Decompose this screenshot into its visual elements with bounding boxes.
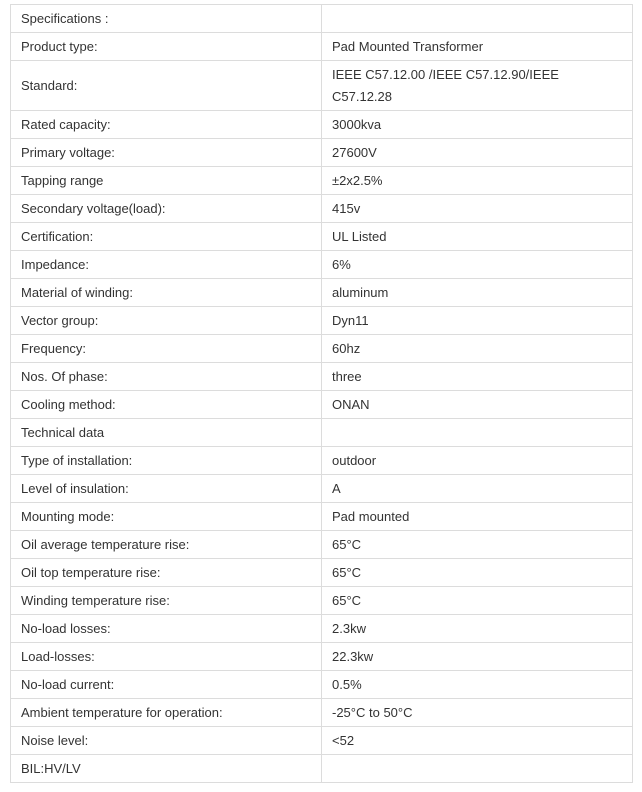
section-title: Technical data xyxy=(11,419,322,447)
row-label: Noise level: xyxy=(11,727,322,755)
table-row xyxy=(11,559,633,587)
row-label: Impedance: xyxy=(11,251,322,279)
row-label: Primary voltage: xyxy=(11,139,322,167)
row-value: A xyxy=(322,475,633,503)
table-row xyxy=(11,61,633,111)
row-label: Rated capacity: xyxy=(11,111,322,139)
table-row xyxy=(11,587,633,615)
row-value: 60hz xyxy=(322,335,633,363)
row-value: -25°C to 50°C xyxy=(322,699,633,727)
row-value: three xyxy=(322,363,633,391)
table-row xyxy=(11,279,633,307)
row-label: Vector group: xyxy=(11,307,322,335)
row-label: Load-losses: xyxy=(11,643,322,671)
row-label: BIL:HV/LV xyxy=(11,755,322,783)
row-value: UL Listed xyxy=(322,223,633,251)
row-value: <52 xyxy=(322,727,633,755)
row-value: 22.3kw xyxy=(322,643,633,671)
table-row xyxy=(11,111,633,139)
row-value: Pad mounted xyxy=(322,503,633,531)
row-value xyxy=(322,5,633,33)
row-value: 6% xyxy=(322,251,633,279)
table-row xyxy=(11,727,633,755)
section-header-row xyxy=(11,5,633,33)
table-row xyxy=(11,223,633,251)
table-row xyxy=(11,615,633,643)
row-label: Oil top temperature rise: xyxy=(11,559,322,587)
row-value: 415v xyxy=(322,195,633,223)
row-label: No-load current: xyxy=(11,671,322,699)
row-value xyxy=(322,755,633,783)
table-row xyxy=(11,643,633,671)
row-label: Type of installation: xyxy=(11,447,322,475)
table-row xyxy=(11,363,633,391)
row-value: ±2x2.5% xyxy=(322,167,633,195)
row-value: 3000kva xyxy=(322,111,633,139)
table-row xyxy=(11,195,633,223)
specifications-table-body xyxy=(11,5,633,783)
row-label: Winding temperature rise: xyxy=(11,587,322,615)
row-value: 65°C xyxy=(322,587,633,615)
table-row xyxy=(11,307,633,335)
table-row xyxy=(11,755,633,783)
table-row xyxy=(11,391,633,419)
table-row xyxy=(11,475,633,503)
table-row xyxy=(11,167,633,195)
row-value: 65°C xyxy=(322,531,633,559)
row-value xyxy=(322,419,633,447)
row-label: No-load losses: xyxy=(11,615,322,643)
row-value: 27600V xyxy=(322,139,633,167)
row-label: Tapping range xyxy=(11,167,322,195)
row-value: 2.3kw xyxy=(322,615,633,643)
table-row xyxy=(11,251,633,279)
row-value: 65°C xyxy=(322,559,633,587)
row-label: Frequency: xyxy=(11,335,322,363)
row-value: IEEE C57.12.00 /IEEE C57.12.90/IEEE C57.12.28 xyxy=(322,61,633,111)
row-label: Standard: xyxy=(11,61,322,111)
table-row xyxy=(11,447,633,475)
row-value: Pad Mounted Transformer xyxy=(322,33,633,61)
row-value: aluminum xyxy=(322,279,633,307)
section-title: Specifications : xyxy=(11,5,322,33)
table-row xyxy=(11,671,633,699)
table-row xyxy=(11,531,633,559)
row-label: Ambient temperature for operation: xyxy=(11,699,322,727)
table-row xyxy=(11,503,633,531)
table-row xyxy=(11,139,633,167)
row-label: Oil average temperature rise: xyxy=(11,531,322,559)
table-row xyxy=(11,33,633,61)
row-value: 0.5% xyxy=(322,671,633,699)
row-value: ONAN xyxy=(322,391,633,419)
table-row xyxy=(11,335,633,363)
row-label: Material of winding: xyxy=(11,279,322,307)
row-label: Mounting mode: xyxy=(11,503,322,531)
row-value: outdoor xyxy=(322,447,633,475)
section-header-row xyxy=(11,419,633,447)
row-label: Secondary voltage(load): xyxy=(11,195,322,223)
row-label: Level of insulation: xyxy=(11,475,322,503)
row-label: Product type: xyxy=(11,33,322,61)
specifications-table xyxy=(10,4,633,783)
row-label: Cooling method: xyxy=(11,391,322,419)
table-row xyxy=(11,699,633,727)
row-value: Dyn11 xyxy=(322,307,633,335)
row-label: Certification: xyxy=(11,223,322,251)
row-label: Nos. Of phase: xyxy=(11,363,322,391)
